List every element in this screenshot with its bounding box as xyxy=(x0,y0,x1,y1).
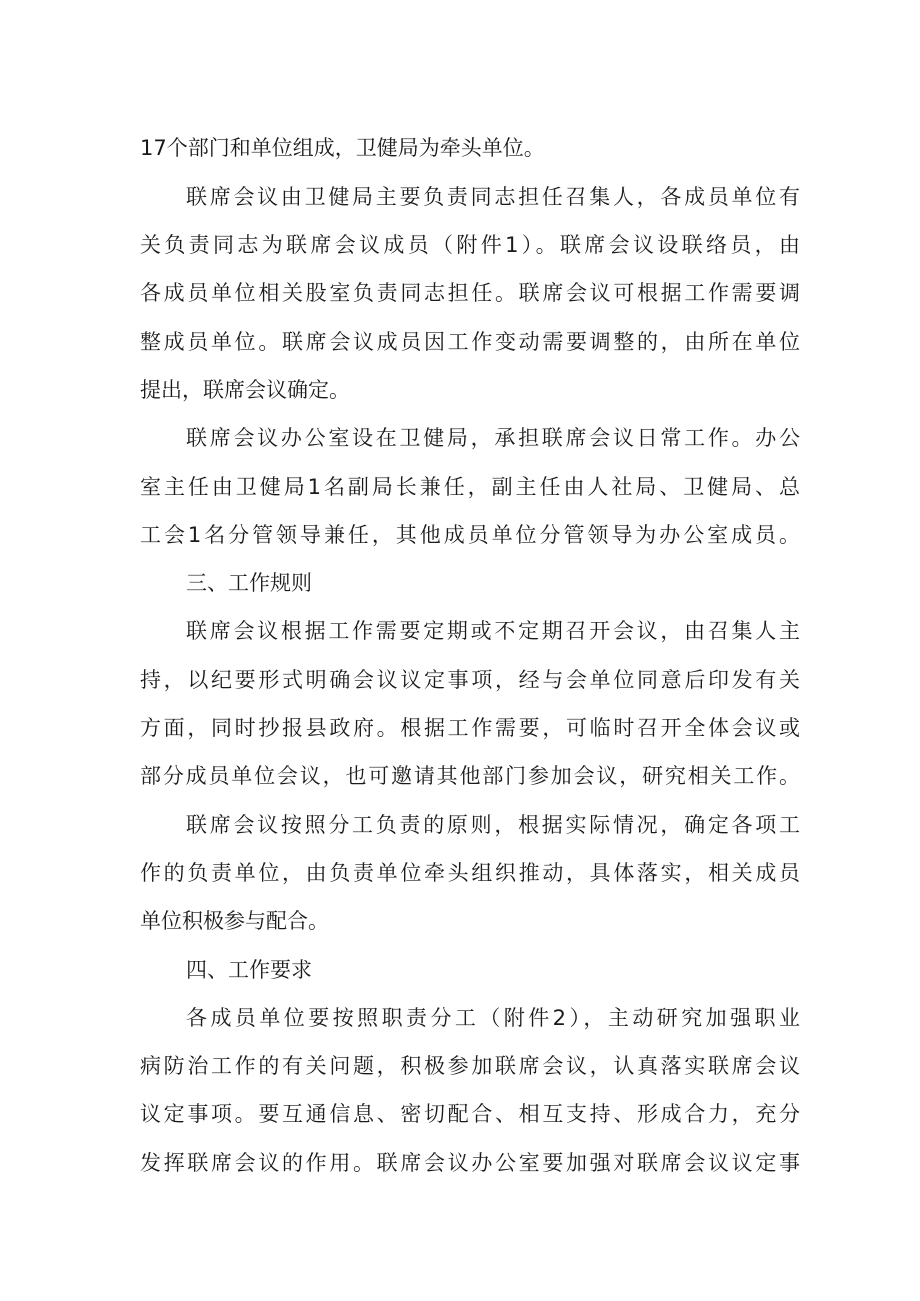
text-line-22: 发挥联席会议的作用。联席会议办公室要加强对联席会议议定事 xyxy=(140,1151,800,1175)
section-heading-4: 四、工作要求 xyxy=(186,958,312,982)
text-line-5: 整成员单位。联席会议成员因工作变动需要调整的，由所在单位 xyxy=(140,330,800,354)
text-line-8: 室主任由卫健局1名副局长兼任，副主任由人社局、卫健局、总 xyxy=(140,475,800,499)
text-line-7: 联席会议办公室设在卫健局，承担联席会议日常工作。办公 xyxy=(186,426,800,450)
text-line-15: 联席会议按照分工负责的原则，根据实际情况，确定各项工 xyxy=(186,813,800,837)
text-line-16: 作的负责单位，由负责单位牵头组织推动，具体落实，相关成员 xyxy=(140,861,800,885)
section-heading-3: 三、工作规则 xyxy=(186,571,312,595)
text-line-13: 方面，同时抄报县政府。根据工作需要，可临时召开全体会议或 xyxy=(140,716,800,740)
text-line-1: 17个部门和单位组成，卫健局为牵头单位。 xyxy=(140,136,545,160)
text-line-9: 工会1名分管领导兼任，其他成员单位分管领导为办公室成员。 xyxy=(140,523,800,547)
text-line-3: 关负责同志为联席会议成员（附件1）。联席会议设联络员，由 xyxy=(140,233,800,257)
text-line-14: 部分成员单位会议，也可邀请其他部门参加会议，研究相关工作。 xyxy=(140,764,800,788)
text-line-4: 各成员单位相关股室负责同志担任。联席会议可根据工作需要调 xyxy=(140,281,800,305)
text-line-12: 持，以纪要形式明确会议议定事项，经与会单位同意后印发有关 xyxy=(140,668,800,692)
text-line-21: 议定事项。要互通信息、密切配合、相互支持、形成合力，充分 xyxy=(140,1102,800,1126)
text-line-20: 病防治工作的有关问题，积极参加联席会议，认真落实联席会议 xyxy=(140,1054,800,1078)
text-line-2: 联席会议由卫健局主要负责同志担任召集人，各成员单位有 xyxy=(186,185,800,209)
text-line-11: 联席会议根据工作需要定期或不定期召开会议，由召集人主 xyxy=(186,619,800,643)
text-line-19: 各成员单位要按照职责分工（附件2），主动研究加强职业 xyxy=(186,1006,800,1030)
text-line-17: 单位积极参与配合。 xyxy=(140,909,329,933)
text-line-6: 提出，联席会议确定。 xyxy=(140,378,350,402)
